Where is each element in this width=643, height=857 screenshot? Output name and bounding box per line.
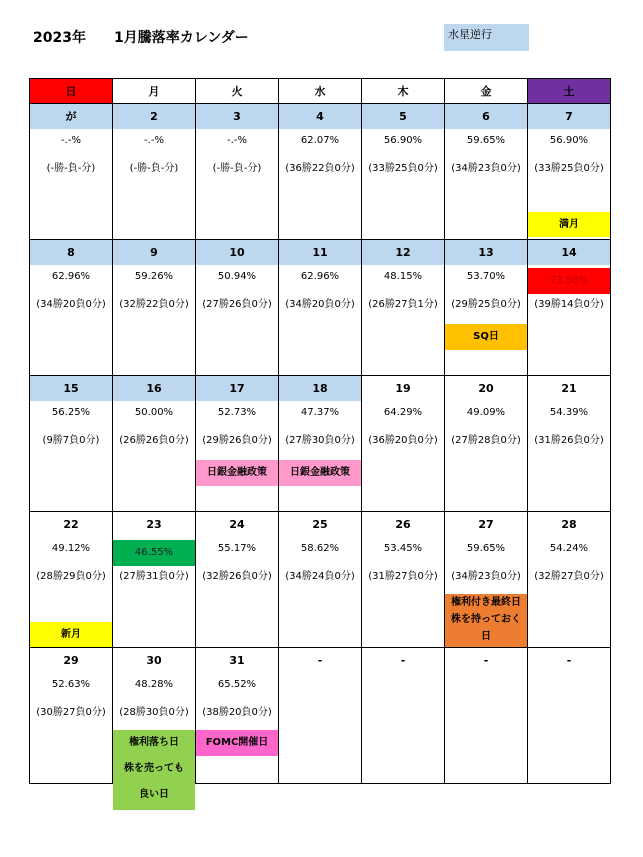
rise-rate: 46.55% (113, 540, 195, 566)
day-cell-content (279, 648, 361, 783)
weekday-mon: 月 (113, 79, 196, 104)
day-cell-content (196, 104, 278, 239)
day-cell (30, 104, 113, 240)
rise-rate (362, 673, 444, 702)
weekday-header-row (30, 79, 611, 104)
win-loss-record: (31勝27負0分) (368, 571, 438, 582)
rise-rate (279, 673, 361, 702)
win-loss-record: (36勝22負0分) (285, 163, 355, 174)
win-loss-record (279, 702, 361, 729)
day-number: 24 (229, 518, 245, 531)
win-loss-record: (34勝20負0分) (36, 299, 106, 310)
rise-rate: 49.09% (466, 407, 506, 418)
win-loss-record: (39勝14負0分) (534, 299, 604, 310)
day-number: 7 (528, 104, 610, 129)
rise-rate: 58.62% (300, 543, 340, 554)
rise-rate: 64.29% (383, 407, 423, 418)
day-cell-content (30, 376, 112, 511)
day-cell-content (528, 240, 610, 375)
week-row (30, 648, 611, 784)
day-number: 8 (30, 240, 112, 265)
day-number: - (483, 654, 489, 667)
day-number: 27 (478, 518, 494, 531)
win-loss-record: (29勝26負0分) (202, 435, 272, 446)
event-label: 日銀金融政策 (196, 460, 278, 486)
day-cell-content (279, 104, 361, 239)
rise-rate: 54.24% (549, 543, 589, 554)
rise-rate (445, 673, 527, 702)
day-cell-content (528, 104, 610, 239)
day-cell (528, 376, 611, 512)
day-cell-content (445, 240, 527, 375)
rise-rate (528, 673, 610, 702)
rise-rate: 53.45% (383, 543, 423, 554)
event-label: 新月 (30, 622, 112, 647)
weekday-thu: 木 (362, 79, 445, 104)
day-cell (528, 512, 611, 648)
rise-rate: 56.90% (549, 135, 589, 146)
event-label: 権利付き最終日 株を持っておく 日 (445, 594, 527, 647)
day-cell (113, 240, 196, 376)
win-loss-record: (-勝-負-分) (129, 163, 179, 174)
day-cell (196, 376, 279, 512)
day-cell-content (528, 648, 610, 783)
rise-rate: 59.26% (134, 271, 174, 282)
win-loss-record: (32勝26負0分) (202, 571, 272, 582)
day-cell-content (113, 648, 195, 800)
day-cell-content (279, 512, 361, 647)
win-loss-record: (38勝20負0分) (202, 707, 272, 718)
day-cell (445, 240, 528, 376)
day-cell-content (445, 104, 527, 239)
rise-rate: 54.39% (549, 407, 589, 418)
day-cell (30, 512, 113, 648)
day-cell (113, 104, 196, 240)
day-number: 3 (196, 104, 278, 129)
win-loss-record: (32勝27負0分) (534, 571, 604, 582)
rise-rate: 62.07% (300, 135, 340, 146)
day-cell (279, 240, 362, 376)
day-cell-content (113, 512, 195, 647)
rise-rate: 53.70% (466, 271, 506, 282)
rise-rate: 56.90% (383, 135, 423, 146)
rise-rate: -.-% (61, 135, 81, 146)
day-cell-content (113, 376, 195, 511)
rise-rate: 59.65% (466, 543, 506, 554)
day-number: 11 (279, 240, 361, 265)
rise-rate: 48.28% (134, 679, 174, 690)
day-cell (196, 648, 279, 784)
day-cell (528, 104, 611, 240)
rise-rate: 55.17% (217, 543, 257, 554)
day-cell-content (362, 104, 444, 239)
day-number: 15 (30, 376, 112, 401)
day-cell (30, 648, 113, 784)
weekday-sun: 日 (30, 79, 113, 104)
day-cell-content (362, 240, 444, 375)
day-number: - (566, 654, 572, 667)
day-cell-content (445, 648, 527, 783)
day-cell (279, 376, 362, 512)
win-loss-record: (36勝20負0分) (368, 435, 438, 446)
day-number: 9 (113, 240, 195, 265)
rise-rate: 62.96% (300, 271, 340, 282)
day-cell (362, 240, 445, 376)
rise-rate: 59.65% (466, 135, 506, 146)
day-cell-content (30, 648, 112, 783)
day-number: 23 (146, 518, 162, 531)
day-number: 31 (229, 654, 245, 667)
day-cell (279, 512, 362, 648)
weekday-sat: 土 (528, 79, 611, 104)
day-cell-content (196, 240, 278, 375)
event-label: 日銀金融政策 (279, 460, 361, 486)
day-number: 16 (113, 376, 195, 401)
win-loss-record (528, 702, 610, 729)
rise-rate: 50.94% (217, 271, 257, 282)
day-cell (528, 240, 611, 376)
day-number: 18 (279, 376, 361, 401)
day-cell-content (279, 240, 361, 375)
day-cell (445, 512, 528, 648)
day-cell-content (30, 240, 112, 375)
rise-rate: 48.15% (383, 271, 423, 282)
day-cell (279, 104, 362, 240)
weekday-wed: 水 (279, 79, 362, 104)
day-cell-content (30, 512, 112, 647)
day-cell-content (362, 648, 444, 783)
day-number: が (30, 104, 112, 129)
event-label: 満月 (528, 212, 610, 237)
win-loss-record: (27勝31負0分) (119, 571, 189, 582)
event-label: SQ日 (445, 324, 527, 350)
page-title: 2023年 1月騰落率カレンダー (33, 30, 249, 46)
day-cell (445, 104, 528, 240)
day-number: 4 (279, 104, 361, 129)
day-cell (196, 240, 279, 376)
day-cell-content (196, 648, 278, 783)
day-cell (196, 104, 279, 240)
week-row (30, 376, 611, 512)
win-loss-record: (27勝26負0分) (202, 299, 272, 310)
day-cell (528, 648, 611, 784)
day-cell (362, 104, 445, 240)
win-loss-record: (34勝23負0分) (451, 571, 521, 582)
day-number: 10 (196, 240, 278, 265)
day-cell (362, 512, 445, 648)
day-number: - (317, 654, 323, 667)
day-number: 22 (63, 518, 79, 531)
rise-rate: 52.63% (51, 679, 91, 690)
day-number: 30 (146, 654, 162, 667)
rise-rate: -.-% (144, 135, 164, 146)
win-loss-record: (34勝24負0分) (285, 571, 355, 582)
day-number: 21 (561, 382, 577, 395)
day-cell (113, 512, 196, 648)
win-loss-record: (31勝26負0分) (534, 435, 604, 446)
day-cell (196, 512, 279, 648)
rise-rate: 73.58% (528, 268, 610, 294)
day-cell-content (362, 376, 444, 511)
day-cell (113, 648, 196, 800)
win-loss-record (362, 702, 444, 729)
day-cell-content (528, 512, 610, 647)
day-cell (445, 376, 528, 512)
day-number: 19 (395, 382, 411, 395)
day-number: 2 (113, 104, 195, 129)
weekday-fri: 金 (445, 79, 528, 104)
rise-rate: 47.37% (300, 407, 340, 418)
day-cell-content (30, 104, 112, 239)
win-loss-record: (34勝20負0分) (285, 299, 355, 310)
day-cell (279, 648, 362, 784)
day-number: 5 (362, 104, 444, 129)
rise-rate: 62.96% (51, 271, 91, 282)
day-cell (362, 648, 445, 784)
rise-rate: 49.12% (51, 543, 91, 554)
win-loss-record (445, 702, 527, 729)
day-number: 17 (196, 376, 278, 401)
day-number: 25 (312, 518, 328, 531)
win-loss-record: (27勝28負0分) (451, 435, 521, 446)
day-cell-content (113, 240, 195, 375)
week-row (30, 512, 611, 648)
event-label: FOMC開催日 (196, 730, 278, 756)
win-loss-record: (28勝29負0分) (36, 571, 106, 582)
win-loss-record: (26勝26負0分) (119, 435, 189, 446)
week-row (30, 240, 611, 376)
day-number: 6 (445, 104, 527, 129)
week-row (30, 104, 611, 240)
day-number: 13 (445, 240, 527, 265)
weekday-tue: 火 (196, 79, 279, 104)
day-cell-content (113, 104, 195, 239)
event-label: 権利落ち日 株を売っても 良い日 (113, 730, 195, 810)
day-number: 28 (561, 518, 577, 531)
win-loss-record: (-勝-負-分) (46, 163, 96, 174)
day-number: 29 (63, 654, 79, 667)
day-cell (362, 376, 445, 512)
win-loss-record: (-勝-負-分) (212, 163, 262, 174)
day-number: 14 (528, 240, 610, 265)
win-loss-record: (32勝22負0分) (119, 299, 189, 310)
win-loss-record: (9勝7負0分) (42, 435, 100, 446)
win-loss-record: (26勝27負1分) (368, 299, 438, 310)
win-loss-record: (30勝27負0分) (36, 707, 106, 718)
day-number: 26 (395, 518, 411, 531)
day-cell-content (362, 512, 444, 647)
day-cell (113, 376, 196, 512)
rise-rate: -.-% (227, 135, 247, 146)
day-cell-content (196, 376, 278, 511)
day-cell-content (279, 376, 361, 511)
day-cell-content (445, 376, 527, 511)
win-loss-record: (33勝25負0分) (534, 163, 604, 174)
day-cell (445, 648, 528, 784)
mercury-retrograde-legend: 水星逆行 (444, 24, 529, 51)
day-number: - (400, 654, 406, 667)
win-loss-record: (28勝30負0分) (119, 707, 189, 718)
win-loss-record: (29勝25負0分) (451, 299, 521, 310)
rise-rate: 52.73% (217, 407, 257, 418)
day-cell (30, 376, 113, 512)
win-loss-record: (34勝23負0分) (451, 163, 521, 174)
rise-rate: 56.25% (51, 407, 91, 418)
win-loss-record: (27勝30負0分) (285, 435, 355, 446)
day-cell-content (528, 376, 610, 511)
day-cell-content (445, 512, 527, 647)
rise-rate: 50.00% (134, 407, 174, 418)
rise-rate: 65.52% (217, 679, 257, 690)
day-number: 20 (478, 382, 494, 395)
calendar-grid (29, 78, 611, 800)
day-number: 12 (362, 240, 444, 265)
day-cell (30, 240, 113, 376)
day-cell-content (196, 512, 278, 647)
win-loss-record: (33勝25負0分) (368, 163, 438, 174)
